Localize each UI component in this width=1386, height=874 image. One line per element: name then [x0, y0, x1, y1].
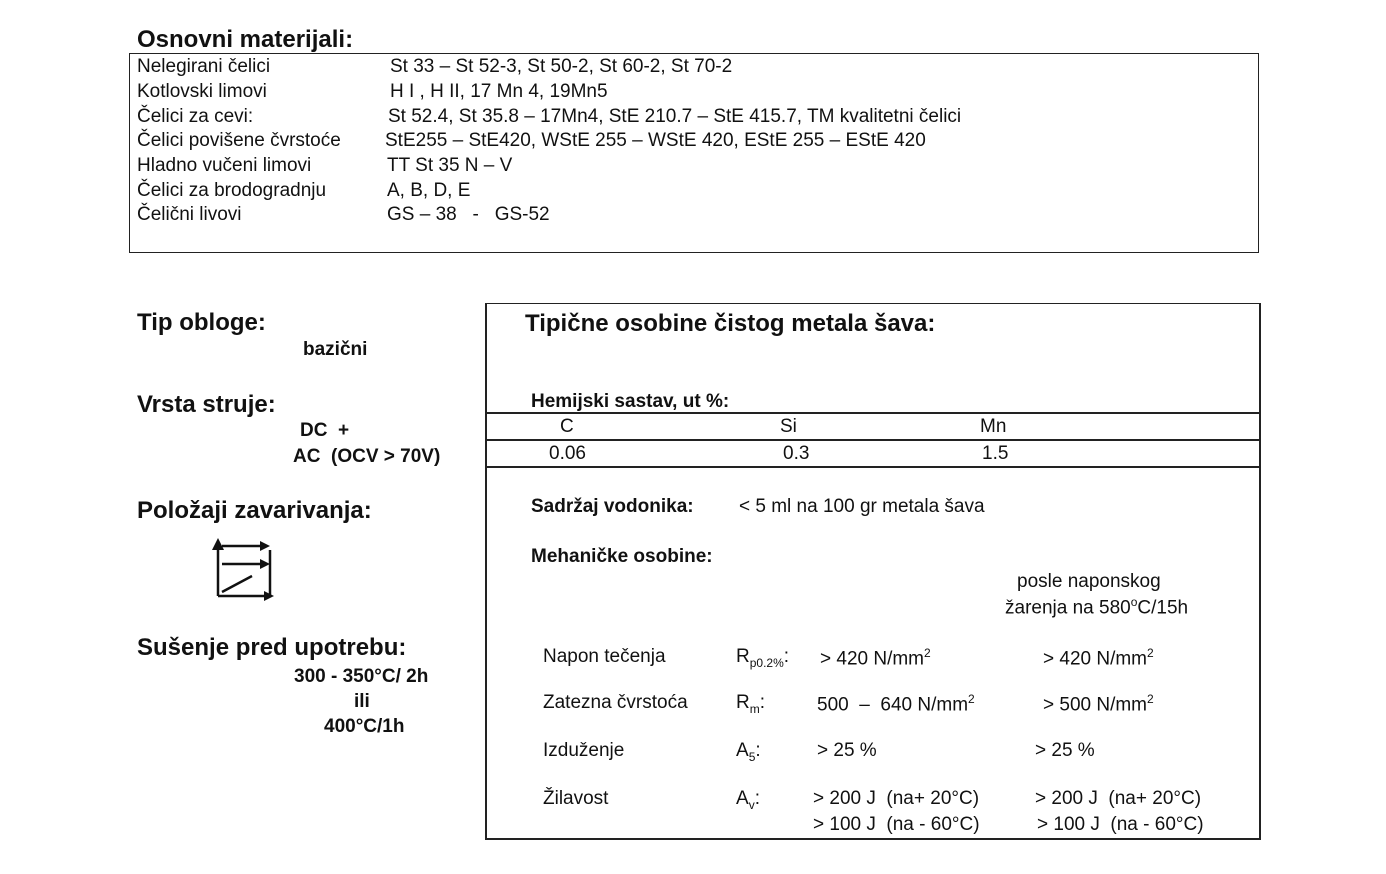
mech-value: 500 – 640 $N/mm^2$: [817, 692, 975, 716]
mech-value: > 25 %: [817, 740, 877, 761]
mech-value-annealed: > 100 J (na - 60°C): [1037, 814, 1204, 835]
mech-symbol: $A_5$:: [736, 740, 761, 764]
base-materials-title: Osnovni materijali:: [137, 26, 354, 53]
current-title: Vrsta struje:: [137, 391, 276, 418]
base-value: H I , H II, 17 Mn 4, 19Mn5: [390, 81, 608, 102]
current-ac: AC (OCV > 70V): [293, 446, 441, 467]
base-materials-box: [129, 53, 1259, 253]
drying-title: Sušenje pred upotrebu:: [137, 634, 407, 661]
base-label: Čelici za cevi:: [137, 106, 254, 127]
base-label: Hladno vučeni limovi: [137, 155, 312, 176]
base-value: StE255 – StE420, WStE 255 – WStE 420, EStE 255 – EStE 420: [385, 130, 926, 151]
table-divider: [485, 466, 1259, 468]
mech-value-annealed: > 420 $N/mm^2$: [1043, 646, 1154, 670]
mech-symbol: $R_m$:: [736, 692, 766, 716]
positions-title: Položaji zavarivanja:: [137, 497, 372, 524]
chem-header: C: [560, 416, 574, 437]
base-value: St 52.4, St 35.8 – 17Mn4, StE 210.7 – StE 415.7, TM kvalitetni čelici: [388, 106, 962, 127]
base-label: Čelici za brodogradnju: [137, 180, 327, 201]
base-value: St 33 – St 52-3, St 50-2, St 60-2, St 70-2: [390, 56, 733, 77]
current-dc: DC +: [300, 420, 350, 441]
mech-value: > 200 J (na+ 20°C): [813, 788, 980, 809]
base-label: Čelični livovi: [137, 204, 242, 225]
drying-line-3: 400°C/1h: [324, 716, 405, 737]
coating-value: bazični: [303, 339, 368, 360]
mech-value-annealed: > 25 %: [1035, 740, 1095, 761]
mech-name: Izduženje: [543, 740, 625, 761]
mech-value-annealed: > 500 $N/mm^2$: [1043, 692, 1154, 716]
chem-header: Si: [780, 416, 797, 437]
chem-header: Mn: [980, 416, 1007, 437]
base-label: Kotlovski limovi: [137, 81, 267, 102]
mech-value: > 420 $N/mm^2$: [820, 646, 931, 670]
base-label: Nelegirani čelici: [137, 56, 271, 77]
chem-value: 1.5: [982, 443, 1009, 464]
chem-value: 0.06: [549, 443, 586, 464]
after-annealing-line-2: žarenja na 580$^o$C/15h: [1005, 595, 1189, 619]
welding-positions-icon: [208, 536, 276, 606]
drying-line-2: ili: [354, 691, 370, 712]
properties-title: Tipične osobine čistog metala šava:: [525, 310, 936, 337]
base-value: TT St 35 N – V: [387, 155, 513, 176]
base-label: Čelici povišene čvrstoće: [137, 130, 341, 151]
mech-value-annealed: > 200 J (na+ 20°C): [1035, 788, 1202, 809]
mech-symbol: $A_v$:: [736, 788, 760, 812]
hydrogen-value: < 5 ml na 100 gr metala šava: [739, 496, 985, 517]
coating-title: Tip obloge:: [137, 309, 266, 336]
chem-title: Hemijski sastav, ut %:: [531, 391, 730, 412]
base-value: A, B, D, E: [387, 180, 471, 201]
mech-name: Napon tečenja: [543, 646, 666, 667]
chem-value: 0.3: [783, 443, 810, 464]
hydrogen-label: Sadržaj vodonika:: [531, 496, 694, 517]
mech-name: Zatezna čvrstoća: [543, 692, 688, 713]
table-divider: [485, 439, 1259, 441]
table-divider: [485, 412, 1259, 414]
after-annealing-line-1: posle naponskog: [1017, 571, 1161, 592]
mech-name: Žilavost: [543, 788, 609, 809]
mech-value: > 100 J (na - 60°C): [813, 814, 980, 835]
mech-symbol: $R_{p0.2\%}$:: [736, 646, 790, 670]
drying-line-1: 300 - 350°C/ 2h: [294, 666, 429, 687]
mech-title: Mehaničke osobine:: [531, 546, 713, 567]
base-value: GS – 38 - GS-52: [387, 204, 550, 225]
